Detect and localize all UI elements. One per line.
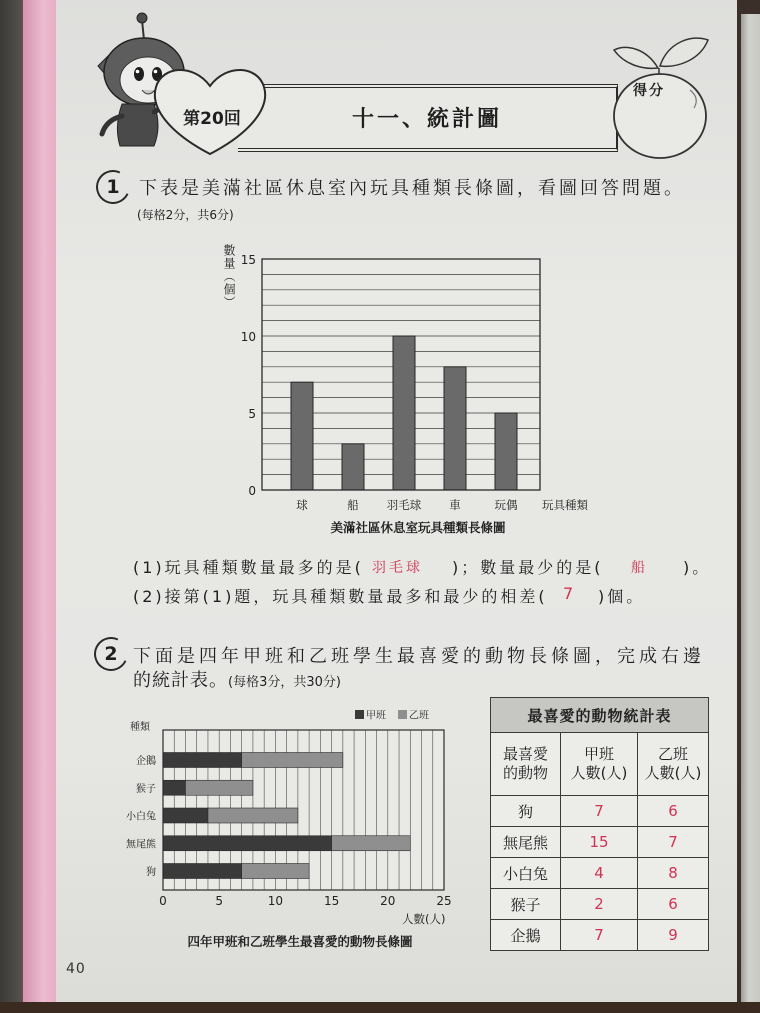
table-row [491, 889, 709, 920]
cell-animal: 無尾熊 [491, 827, 561, 858]
chart1-title: 美滿社區休息室玩具種類長條圖 [330, 520, 506, 535]
x-tick-label: 15 [323, 894, 340, 908]
sub-question-1-text-c: )。 [683, 558, 712, 577]
answer-least: 船 [631, 560, 648, 576]
animal-stats-table [490, 697, 709, 951]
header-line: 最喜愛 [502, 744, 548, 763]
toy-types-bar-chart [200, 240, 620, 515]
score-label: 得分 [633, 83, 665, 99]
x-tick-label: 25 [436, 894, 452, 908]
legend-swatch [355, 710, 364, 719]
y-tick-label: 5 [248, 407, 256, 421]
header-line: 甲班 [583, 744, 614, 763]
category-label: 羽毛球 [386, 498, 422, 512]
table-row [491, 796, 709, 827]
answer-difference: 7 [563, 584, 574, 603]
header-line: 人數(人) [570, 764, 628, 782]
sub-question-1-text-b: )；數量最少的是( [452, 558, 604, 577]
leaf-icon [614, 47, 658, 68]
cell-class-b: 6 [638, 796, 709, 827]
page-number: 40 [66, 961, 86, 977]
category-label: 玩偶 [494, 498, 518, 512]
cell-class-b: 7 [638, 827, 709, 858]
chart-bar [393, 336, 415, 490]
cell-class-a: 7 [561, 796, 638, 827]
chart-bar [342, 444, 364, 490]
chart-bar-segment [163, 753, 242, 768]
chart1-y-axis-label: 數量（個） [222, 244, 236, 309]
x-tick-label: 10 [267, 894, 284, 908]
question-number-text: 1 [106, 176, 120, 198]
chart-bar-segment [163, 808, 208, 823]
header-line: 的動物 [502, 764, 548, 782]
question-number-text: 2 [104, 643, 118, 665]
question-2-prompt-line2 [133, 666, 341, 692]
header-line: 乙班 [658, 744, 689, 763]
chart2-title: 四年甲班和乙班學生最喜愛的動物長條圖 [187, 934, 413, 949]
question-2-prompt-line1: 下面是四年甲班和乙班學生最喜愛的動物長條圖，完成右邊 [133, 646, 705, 667]
category-label: 猴子 [136, 783, 156, 795]
category-label: 球 [296, 498, 308, 512]
header-class-a [561, 733, 638, 796]
chart-bar [291, 382, 313, 490]
table-row [491, 858, 709, 889]
sub-question-1-text-a: (1)玩具種類數量最多的是( [133, 558, 364, 577]
category-label: 車 [449, 498, 461, 512]
legend-swatch [398, 710, 407, 719]
cell-class-b: 8 [638, 858, 709, 889]
chart-bar-segment [163, 864, 242, 879]
cell-class-a: 2 [561, 889, 638, 920]
cell-animal: 狗 [491, 796, 561, 827]
title-banner [238, 84, 618, 152]
x-axis-label: 人數(人) [402, 912, 446, 926]
y-axis-label: 種類 [130, 722, 150, 733]
leaf-icon [660, 38, 708, 66]
chart-bar-segment [185, 780, 252, 795]
legend-label: 乙班 [409, 710, 429, 722]
mascot-antenna [137, 13, 147, 40]
favorite-animals-stacked-bar-chart [100, 700, 480, 930]
question-1-points: (每格2分，共6分) [137, 208, 234, 222]
category-label: 小白兔 [126, 811, 156, 823]
table-title: 最喜愛的動物統計表 [491, 698, 709, 733]
cell-animal: 企鵝 [491, 920, 561, 951]
sub-question-2-text-a: (2)接第(1)題，玩具種類數量最多和最少的相差( [133, 587, 548, 606]
cell-animal: 猴子 [491, 889, 561, 920]
header-animal [491, 733, 561, 796]
chart-bar-segment [163, 780, 185, 795]
table-row [491, 920, 709, 951]
chart-bar [495, 413, 517, 490]
cell-class-b: 9 [638, 920, 709, 951]
cell-class-a: 7 [561, 920, 638, 951]
answer-most: 羽毛球 [372, 560, 423, 576]
page-pink-edge [22, 0, 57, 1002]
category-label: 企鵝 [136, 756, 156, 767]
chart-bar-segment [242, 864, 309, 879]
round-label: 第20回 [183, 109, 241, 129]
category-label: 狗 [146, 867, 156, 878]
adjacent-page-edge [741, 14, 760, 1002]
table-surface [0, 0, 22, 1013]
x-axis-label: 玩具種類 [542, 498, 588, 512]
y-tick-label: 15 [240, 253, 256, 267]
cell-class-a: 4 [561, 858, 638, 889]
question-2-prompt-tail: 的統計表。 [133, 670, 228, 691]
table-row [491, 827, 709, 858]
category-label: 無尾熊 [126, 839, 156, 851]
sub-question-2-text-b: )個。 [598, 587, 646, 606]
table-surface-bottom [0, 1002, 760, 1013]
header-line: 人數(人) [644, 764, 702, 782]
chart-bar [444, 367, 466, 490]
cell-animal: 小白兔 [491, 858, 561, 889]
y-tick-label: 10 [240, 330, 256, 344]
question-1-prompt: 下表是美滿社區休息室內玩具種類長條圖，看圖回答問題。 [139, 178, 685, 199]
legend-label: 甲班 [366, 710, 386, 722]
chapter-title: 十一、統計圖 [351, 107, 502, 132]
x-tick-label: 0 [159, 894, 167, 908]
chart-bar-segment [208, 808, 298, 823]
x-tick-label: 5 [215, 894, 224, 908]
x-tick-label: 20 [380, 894, 396, 908]
question-2-points: (每格3分，共30分) [228, 675, 341, 690]
chart-bar-segment [332, 836, 411, 851]
header-class-b [638, 733, 709, 796]
cell-class-a: 15 [561, 827, 638, 858]
category-label: 船 [347, 498, 359, 512]
chart-bar-segment [163, 836, 332, 851]
y-tick-label: 0 [248, 484, 256, 498]
cell-class-b: 6 [638, 889, 709, 920]
chart-bar-segment [242, 753, 343, 768]
